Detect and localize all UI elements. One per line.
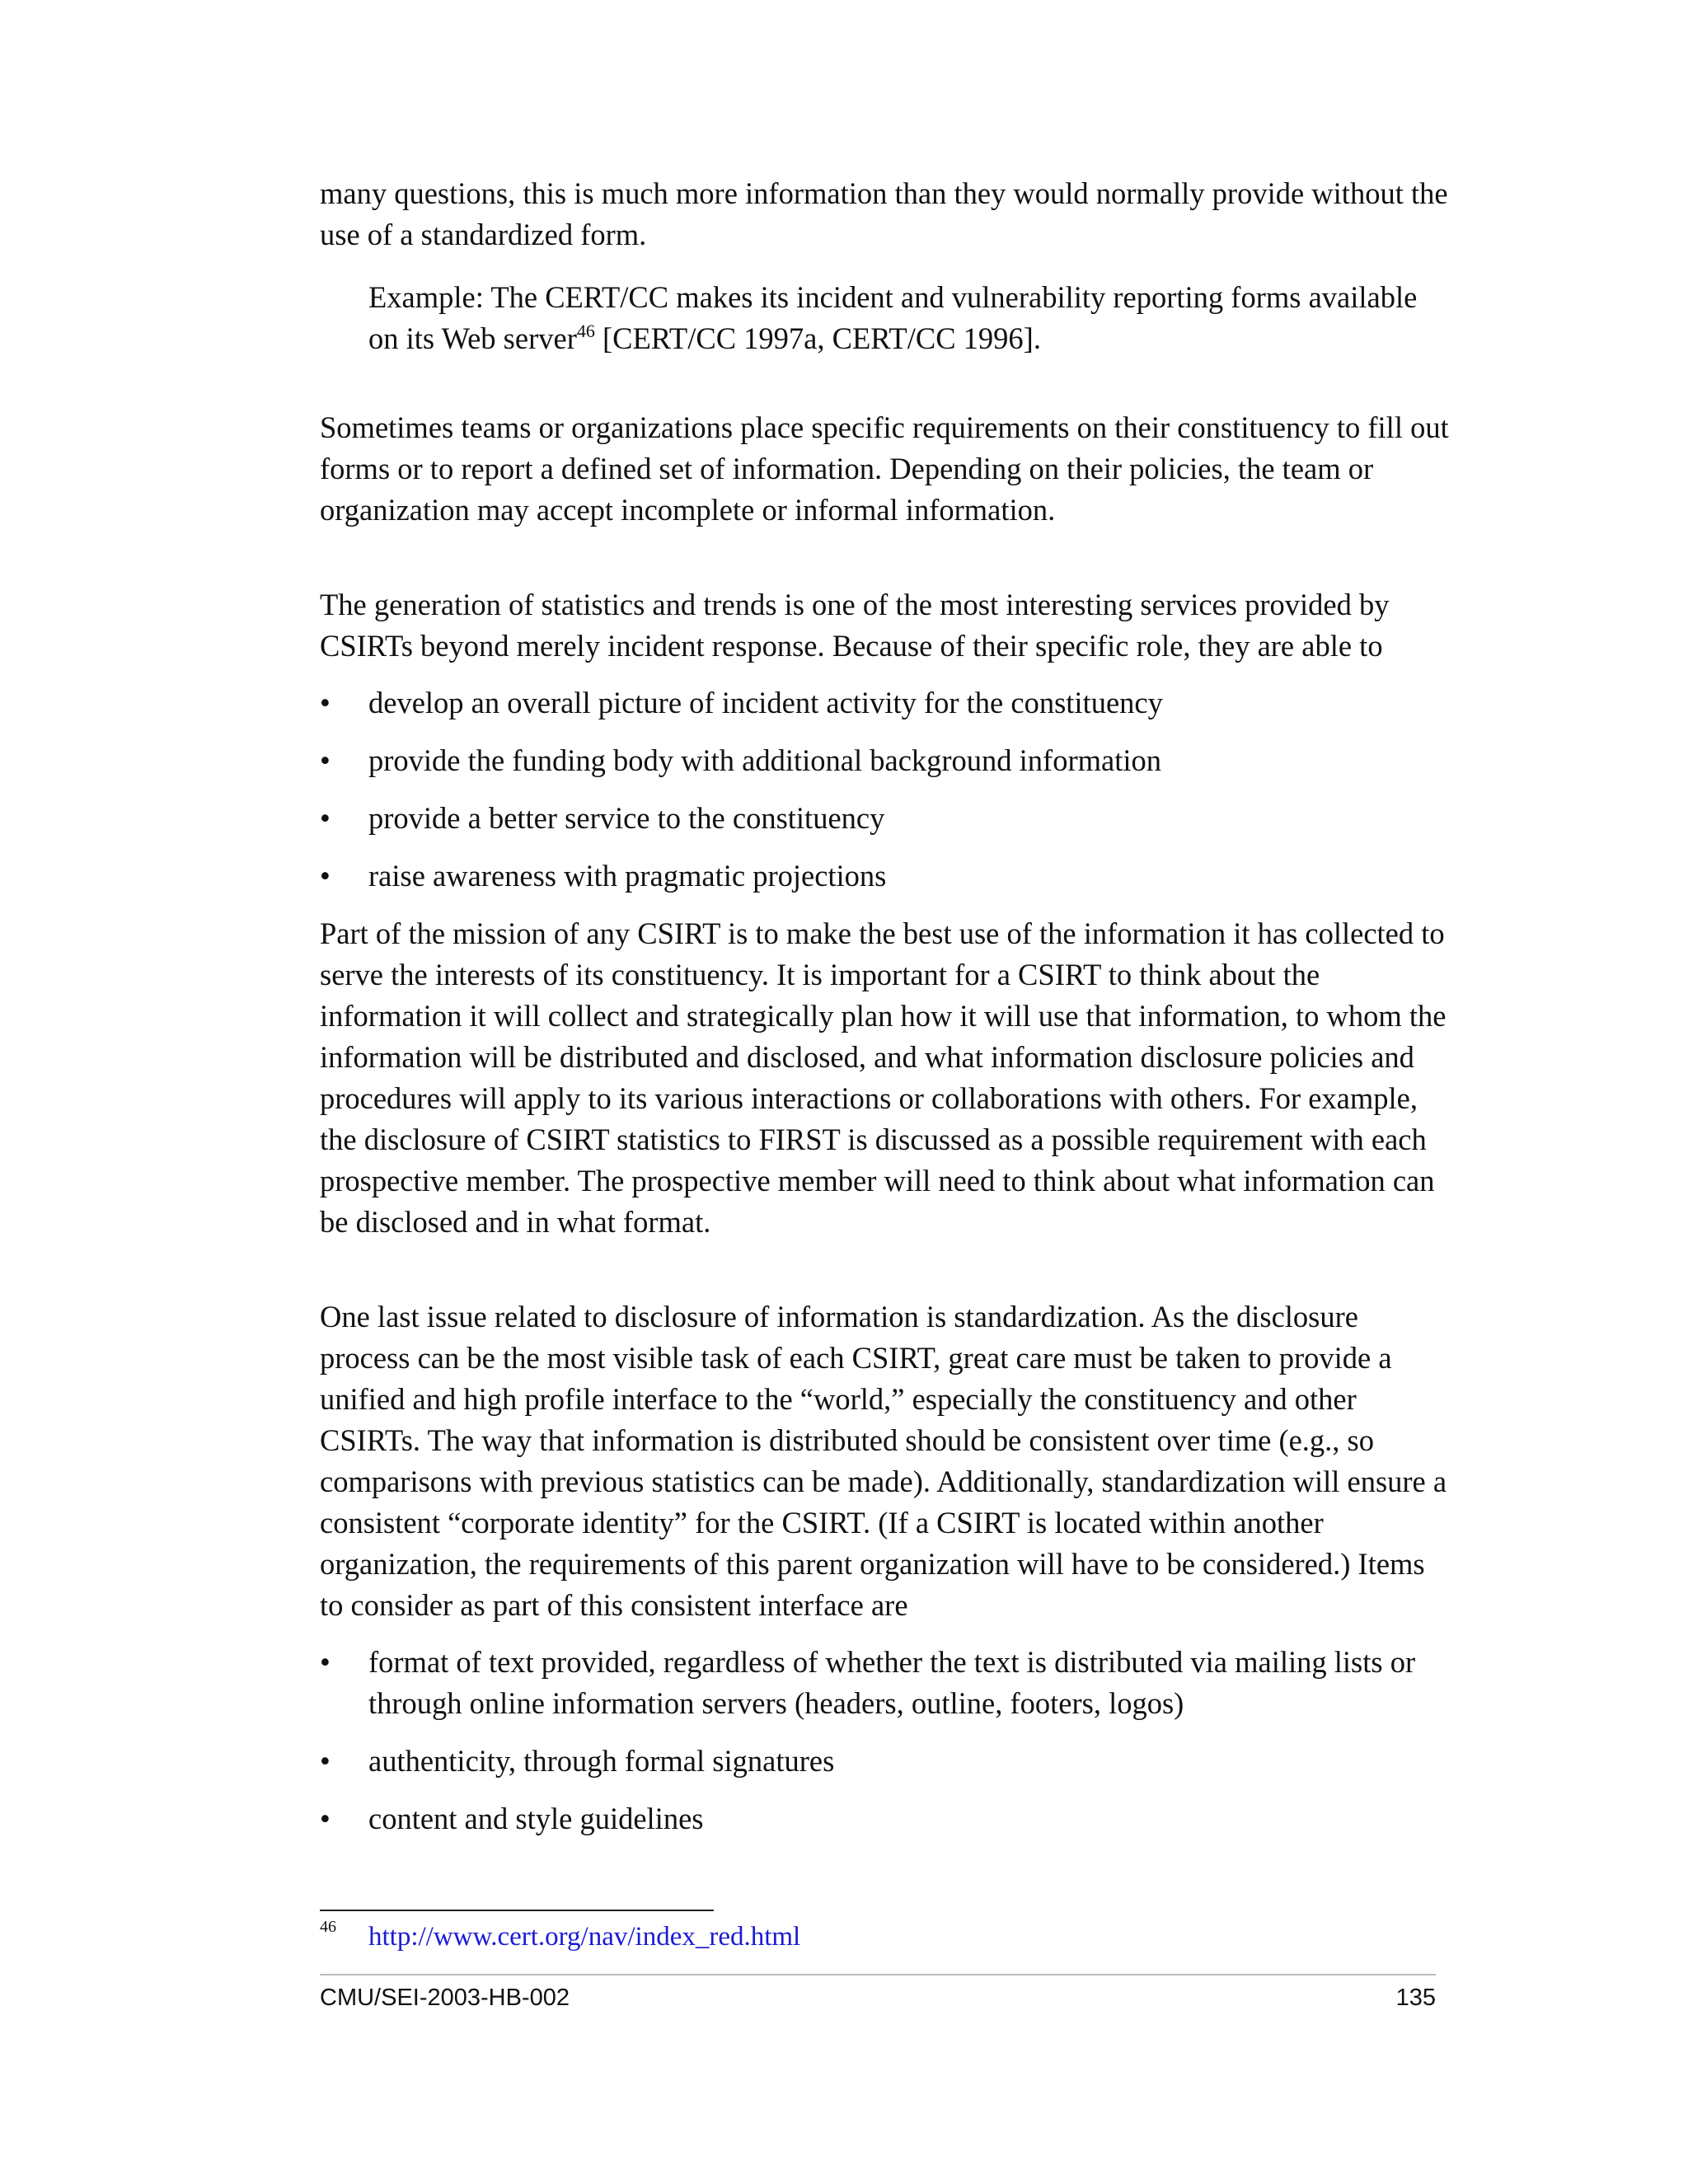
list-item <box>320 1642 1451 1724</box>
bullet-icon: • <box>320 743 331 777</box>
list-item-text: content and style guidelines <box>368 1802 704 1835</box>
bullet-icon: • <box>320 686 331 719</box>
paragraph-mission: Part of the mission of any CSIRT is to make the best use of the information it has collected to serve the interests of its constituency. It is important for a CSIRT to think about the information it will collect and strategically plan how it will use that information, to whom the information will be distributed and disclosed, and what information disclosure policies and procedures will apply to its various interactions or collaborations with others. For example, the disclosure of CSIRT statistics to FIRST is discussed as a possible requirement with each prospective member. The prospective member will need to think about what information can be disclosed and in what format. <box>320 916 1447 1239</box>
bullet-icon: • <box>320 1645 331 1679</box>
footer-document-id: CMU/SEI-2003-HB-002 <box>320 1985 570 2011</box>
list-item-text: authenticity, through formal signatures <box>368 1744 835 1778</box>
bullet-icon: • <box>320 1802 331 1835</box>
footnote: 46 http://www.cert.org/nav/index_red.html <box>320 1918 801 1952</box>
footer-divider <box>320 1974 1436 1975</box>
paragraph-intro: many questions, this is much more information than they would normally provide without the use of a standardized form. <box>320 176 1448 251</box>
paragraph-statistics: The generation of statistics and trends is one of the most interesting services provided by CSIRTs beyond merely incident response. Because of their specific role, they are able to <box>320 588 1390 663</box>
paragraph-standardization: One last issue related to disclosure of information is standardization. As the disclosure process can be the most visible task of each CSIRT, great care must be taken to provide a unified and high profile interface to the “world,” especially the constituency and other CSIRTs. The way that information is distributed should be consistent over time (e.g., so comparisons with previous statistics can be made). Additionally, standardization will ensure a consistent “corporate identity” for the CSIRT. (If a CSIRT is located within another organization, the requirements of this parent organization will have to be considered.) Items to consider as part of this consistent interface are <box>320 1300 1447 1622</box>
list-item <box>320 798 1451 839</box>
paragraph-requirements: Sometimes teams or organizations place specific requirements on their constituency to fill out forms or to report a defined set of information. Depending on their policies, the team or organization may accept incomplete or informal information. <box>320 410 1449 527</box>
footnote-link[interactable]: http://www.cert.org/nav/index_red.html <box>368 1922 801 1952</box>
list-item <box>320 855 1451 897</box>
page-body <box>320 173 1451 1856</box>
list-item <box>320 1741 1451 1782</box>
footer-page-number: 135 <box>1395 1985 1436 2011</box>
list-item-text: provide a better service to the constituency <box>368 801 885 835</box>
example-citation: [CERT/CC 1997a, CERT/CC 1996]. <box>594 321 1041 355</box>
list-item-text: develop an overall picture of incident activity for the constituency <box>368 686 1163 719</box>
statistics-list <box>320 682 1451 897</box>
list-item-text: raise awareness with pragmatic projections <box>368 859 887 893</box>
interface-list <box>320 1642 1451 1840</box>
list-item-text: format of text provided, regardless of whether the text is distributed via mailing lists or through online information servers (headers, outline, footers, logos) <box>368 1645 1416 1720</box>
list-item-text: provide the funding body with additional background information <box>368 743 1161 777</box>
example-paragraph <box>320 277 1451 359</box>
bullet-icon: • <box>320 859 331 893</box>
list-item <box>320 1798 1451 1840</box>
list-item <box>320 682 1451 724</box>
example-text: Example: The CERT/CC makes its incident and vulnerability reporting forms available on its Web server <box>368 280 1418 355</box>
bullet-icon: • <box>320 1744 331 1778</box>
footnote-reference[interactable]: 46 <box>576 321 595 341</box>
bullet-icon: • <box>320 801 331 835</box>
list-item <box>320 740 1451 781</box>
footnote-divider <box>320 1910 714 1911</box>
